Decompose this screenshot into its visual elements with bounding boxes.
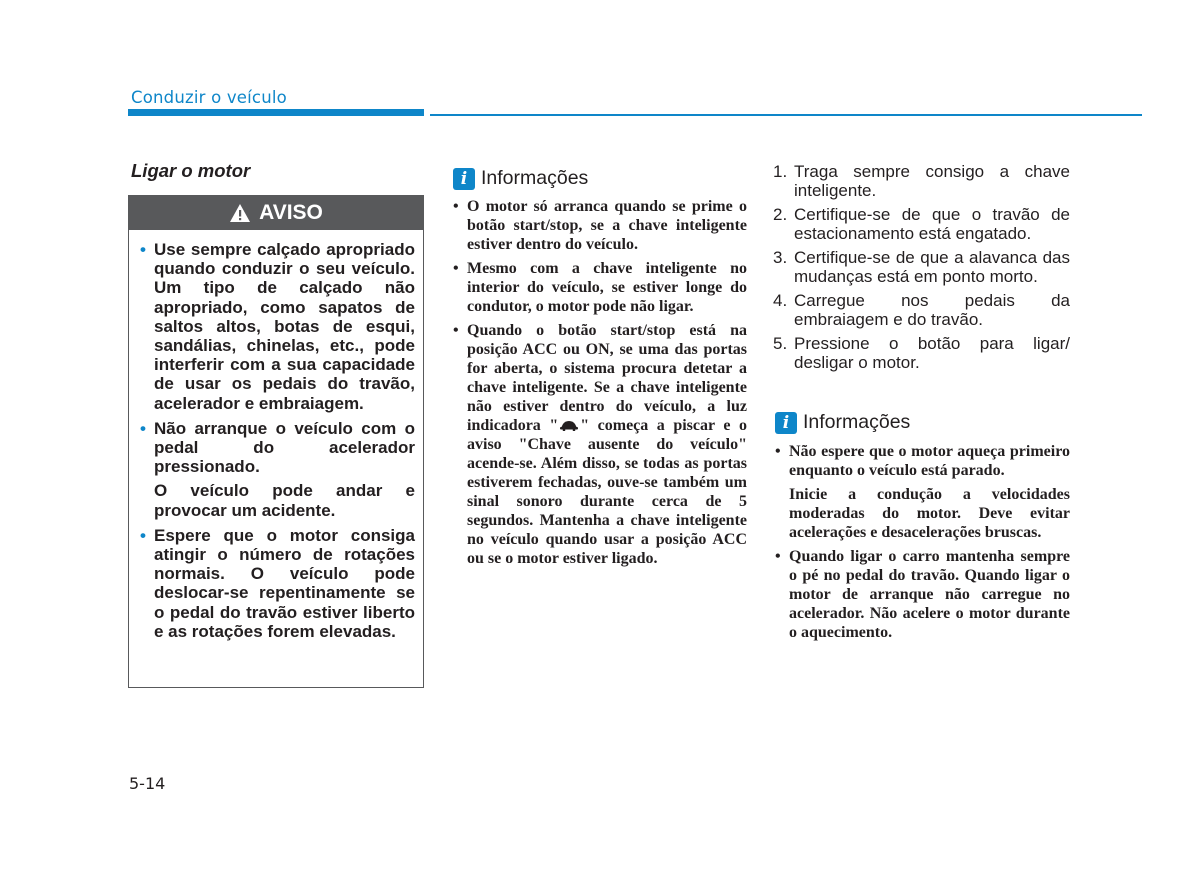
info-item-text: Mesmo com a chave inteligente no interior do veículo, se estiver longe do condutor, o motor pode não ligar. — [467, 260, 747, 315]
steps-list — [773, 162, 1070, 377]
list-item — [773, 248, 1070, 286]
bullet-icon: • — [453, 198, 459, 215]
bullet-icon: • — [453, 260, 459, 277]
step-text: Certifique-se de que a alavanca das mudanças está em ponto morto. — [794, 248, 1070, 286]
info-title: Informações — [481, 167, 589, 189]
list-item — [140, 240, 415, 413]
info-icon: i — [775, 412, 797, 434]
smart-key-indicator-icon — [558, 419, 580, 431]
warning-item-text: Não arranque o veículo com o pedal do acelerador pressionado. — [154, 418, 415, 477]
chapter-title: Conduzir o veículo — [131, 88, 287, 107]
list-item — [452, 321, 747, 568]
info-item-text — [467, 321, 747, 568]
bullet-icon: • — [775, 548, 781, 565]
warning-box — [128, 195, 424, 688]
list-item — [452, 197, 747, 254]
warning-item-text: Use sempre calçado apropriado quando conduzir o seu veículo. Um tipo de calçado não apropriado, como sapatos de saltos altos, botas de esqui, sandálias, chinelas, etc., pode interferir com a sua capacidade de usar os pedais do travão, acelerador e embraiagem. — [154, 240, 415, 413]
list-item — [140, 419, 415, 520]
info-header — [453, 167, 588, 190]
step-number: 2. — [773, 205, 788, 224]
bullet-icon: • — [775, 443, 781, 460]
info-text-part: Quando o botão start/stop está na posição ACC ou ON, se uma das portas for aberta, o sistema procura detetar a chave inteligente. Se a chave inteligente não estiver dentro do veículo, a luz indicadora " — [467, 322, 747, 434]
info-text-part: " começa a piscar e o aviso "Chave ausente do veículo" acende-se. Além disso, se todas as portas estiverem fechadas, ouve-se também um sinal sonoro durante cerca de 5 segundos. Mantenha a chave inteligente no veículo quando usar a posição ACC ou se o motor estiver ligado. — [467, 417, 748, 567]
bullet-icon: • — [140, 240, 146, 259]
warning-header — [129, 196, 423, 230]
warning-list — [129, 230, 423, 641]
step-number: 5. — [773, 334, 788, 353]
list-item — [773, 291, 1070, 329]
list-item — [140, 526, 415, 641]
list-item — [773, 334, 1070, 372]
list-item — [773, 162, 1070, 200]
info-icon: i — [453, 168, 475, 190]
info-title: Informações — [803, 411, 911, 433]
list-item — [774, 547, 1070, 642]
step-text: Carregue nos pedais da embraiagem e do travão. — [794, 291, 1070, 329]
bullet-icon: • — [140, 525, 146, 545]
warning-triangle-icon — [229, 203, 251, 223]
step-text: Pressione o botão para ligar/ desligar o motor. — [794, 334, 1070, 372]
info-item-text: Não espere que o motor aqueça primeiro enquanto o veículo está parado. — [789, 443, 1070, 479]
step-text: Traga sempre consigo a chave inteligente. — [794, 162, 1070, 200]
step-number: 1. — [773, 162, 788, 181]
step-number: 4. — [773, 291, 788, 310]
info-list — [774, 442, 1070, 647]
list-item — [452, 259, 747, 316]
bullet-icon: • — [453, 322, 459, 339]
header-rule — [430, 114, 1142, 116]
warning-item-subtext: O veículo pode andar e provocar um acidente. — [154, 481, 415, 520]
info-item-subtext: Inicie a condução a velocidades moderadas do motor. Deve evitar acelerações e desacelerações bruscas. — [789, 486, 1070, 541]
info-list — [452, 197, 747, 573]
step-text: Certifique-se de que o travão de estacionamento está engatado. — [794, 205, 1070, 243]
info-item-text: Quando ligar o carro mantenha sempre o pé no pedal do travão. Quando ligar o motor de arranque não carregue no acelerador. Não acelere o motor durante o aquecimento. — [789, 548, 1070, 641]
step-number: 3. — [773, 248, 788, 267]
list-item — [774, 442, 1070, 542]
info-item-text: O motor só arranca quando se prime o botão start/stop, se a chave inteligente estiver dentro do veículo. — [467, 198, 747, 253]
info-header — [775, 411, 910, 434]
header-rule-accent — [128, 109, 424, 116]
bullet-icon: • — [140, 418, 146, 438]
warning-label: AVISO — [259, 201, 323, 224]
list-item — [773, 205, 1070, 243]
page-number: 5-14 — [129, 774, 166, 793]
warning-item-text: Espere que o motor consiga atingir o número de rotações normais. O veículo pode deslocar-se repentinamente se o pedal do travão estiver liberto e as rotações forem elevadas. — [154, 525, 415, 641]
section-title: Ligar o motor — [131, 160, 251, 181]
